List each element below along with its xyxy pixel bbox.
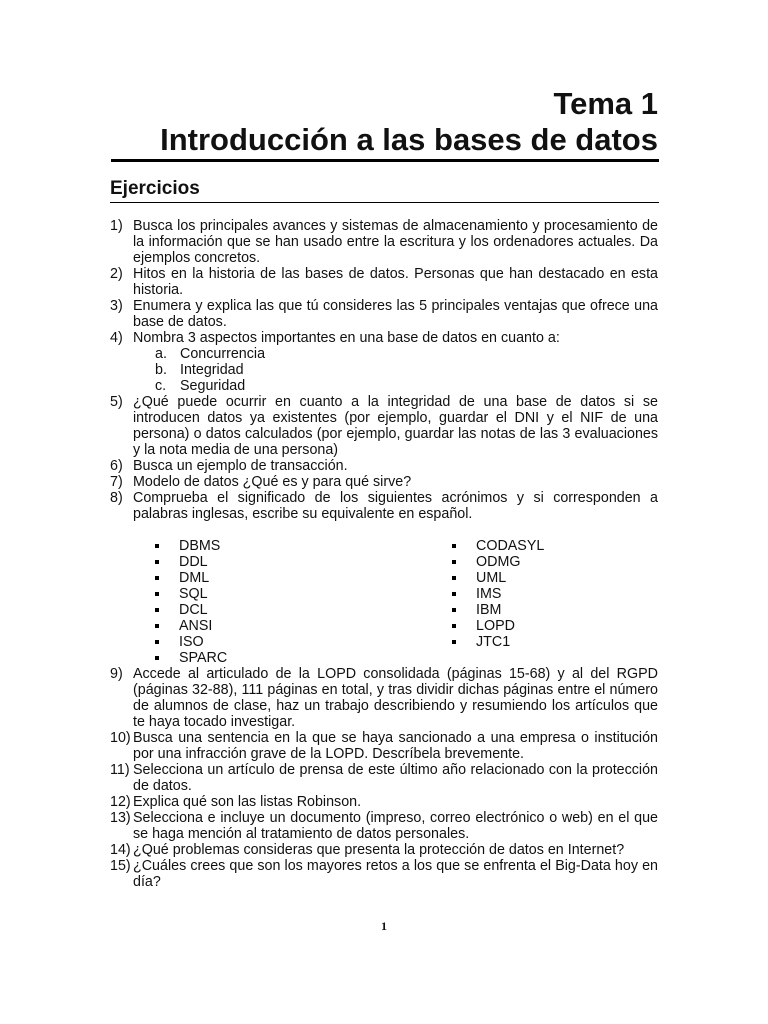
square-bullet-icon: [155, 624, 159, 628]
acronym-item: [155, 570, 452, 586]
exercise-number: 11): [110, 762, 130, 778]
aspect-item: [110, 362, 658, 378]
acronym-item: [452, 618, 544, 634]
section-divider: [110, 202, 659, 203]
square-bullet-icon: [155, 576, 159, 580]
acronym-text: JTC1: [476, 634, 511, 650]
exercise-number: 7): [110, 474, 123, 490]
exercise-item: [110, 298, 658, 330]
acronym-item: [452, 586, 544, 602]
exercise-item: [110, 762, 658, 794]
exercise-item: [110, 394, 658, 458]
acronym-lists: [110, 538, 658, 666]
exercise-number: 14): [110, 842, 131, 858]
aspect-letter: b.: [155, 362, 167, 378]
acronym-text: DBMS: [179, 538, 221, 554]
aspect-text: Concurrencia: [180, 346, 266, 362]
acronym-item: [452, 538, 544, 554]
exercise-text: Accede al articulado de la LOPD consolidada (páginas 15-68) y al del RGPD (páginas 32-88), 111 páginas en total, y tras dividir dichas páginas entre el número de alumnos de clase, haz un trabajo describiendo y resumiendo los artículos que te haya tocado investigar.: [133, 666, 658, 730]
exercise-text: Enumera y explica las que tú consideres las 5 principales ventajas que ofrece una base de datos.: [133, 298, 658, 330]
acronym-text: ODMG: [476, 554, 521, 570]
square-bullet-icon: [452, 560, 456, 564]
chapter-label: Tema 1: [553, 86, 658, 121]
exercise-number: 4): [110, 330, 123, 346]
square-bullet-icon: [155, 608, 159, 612]
exercise-number: 13): [110, 810, 131, 826]
acronym-text: ANSI: [179, 618, 213, 634]
acronym-item: [155, 618, 452, 634]
acronym-item: [155, 538, 452, 554]
exercise-text: Busca los principales avances y sistemas de almacenamiento y procesamiento de la información que se han usado entre la escritura y los ordenadores actuales. Da ejemplos concretos.: [133, 218, 658, 266]
acronym-item: [155, 554, 452, 570]
aspect-letter: c.: [155, 378, 167, 394]
exercise-text: Hitos en la historia de las bases de datos. Personas que han destacado en esta historia.: [133, 266, 658, 298]
square-bullet-icon: [452, 640, 456, 644]
acronym-item: [452, 570, 544, 586]
exercise-number: 10): [110, 730, 131, 746]
aspect-item: [110, 378, 658, 394]
exercise-item: [110, 730, 658, 762]
square-bullet-icon: [155, 640, 159, 644]
exercise-item: [110, 330, 658, 346]
acronym-list-right: [452, 538, 544, 666]
exercise-item: [110, 474, 658, 490]
exercise-number: 15): [110, 858, 131, 874]
acronym-item: [155, 634, 452, 650]
exercise-item: [110, 858, 658, 890]
acronym-item: [155, 602, 452, 618]
acronym-text: SQL: [179, 586, 208, 602]
square-bullet-icon: [452, 544, 456, 548]
exercise-list: [110, 218, 658, 890]
exercise-item: [110, 842, 658, 858]
acronym-text: CODASYL: [476, 538, 545, 554]
acronym-text: DDL: [179, 554, 208, 570]
exercise-text: Explica qué son las listas Robinson.: [133, 794, 362, 810]
exercise-text: Selecciona un artículo de prensa de este último año relacionado con la protección de datos.: [133, 762, 658, 794]
acronym-text: DML: [179, 570, 210, 586]
exercise-item: [110, 458, 658, 474]
title-divider: [111, 159, 659, 162]
exercise-item: [110, 490, 658, 522]
aspect-letter: a.: [155, 346, 167, 362]
exercise-item: [110, 794, 658, 810]
acronym-item: [452, 602, 544, 618]
page-number: 1: [381, 919, 387, 933]
acronym-text: UML: [476, 570, 507, 586]
acronym-item: [452, 634, 544, 650]
exercise-text: ¿Qué problemas consideras que presenta la protección de datos en Internet?: [133, 842, 625, 858]
exercise-number: 8): [110, 490, 123, 506]
exercise-text: Selecciona e incluye un documento (impreso, correo electrónico o web) en el que se haga mención al tratamiento de datos personales.: [133, 810, 658, 842]
acronym-item: [155, 650, 452, 666]
exercise-number: 1): [110, 218, 123, 234]
square-bullet-icon: [452, 576, 456, 580]
square-bullet-icon: [452, 592, 456, 596]
acronym-text: DCL: [179, 602, 208, 618]
exercise-item: [110, 266, 658, 298]
exercise-text: Modelo de datos ¿Qué es y para qué sirve?: [133, 474, 412, 490]
section-heading: Ejercicios: [110, 178, 200, 199]
spacer: [110, 522, 658, 538]
acronym-item: [155, 586, 452, 602]
square-bullet-icon: [452, 624, 456, 628]
page-title: Introducción a las bases de datos: [160, 122, 658, 157]
exercise-text: Comprueba el significado de los siguientes acrónimos y si corresponden a palabras inglesas, escribe su equivalente en español.: [133, 490, 658, 522]
aspect-text: Seguridad: [180, 378, 246, 394]
square-bullet-icon: [155, 656, 159, 660]
exercise-item: [110, 666, 658, 730]
acronym-text: SPARC: [179, 650, 228, 666]
acronym-text: IBM: [476, 602, 502, 618]
aspect-text: Integridad: [180, 362, 244, 378]
exercise-number: 12): [110, 794, 131, 810]
exercise-text: Nombra 3 aspectos importantes en una base de datos en cuanto a:: [133, 330, 560, 346]
square-bullet-icon: [155, 592, 159, 596]
exercise-item: [110, 810, 658, 842]
exercise-number: 3): [110, 298, 123, 314]
exercise-number: 9): [110, 666, 123, 682]
acronym-text: LOPD: [476, 618, 515, 634]
acronym-text: ISO: [179, 634, 204, 650]
acronym-item: [452, 554, 544, 570]
square-bullet-icon: [452, 608, 456, 612]
exercise-text: ¿Cuáles crees que son los mayores retos a los que se enfrenta el Big-Data hoy en día?: [133, 858, 658, 890]
aspect-item: [110, 346, 658, 362]
exercise-number: 6): [110, 458, 123, 474]
exercise-number: 2): [110, 266, 123, 282]
exercise-text: ¿Qué puede ocurrir en cuanto a la integridad de una base de datos si se introducen datos ya existentes (por ejemplo, guardar el DNI y el NIF de una persona) o datos calculados (por ejemplo, guardar las notas de las 3 evaluaciones y la nota media de una persona): [133, 394, 658, 458]
acronym-text: IMS: [476, 586, 502, 602]
acronym-list-left: [155, 538, 452, 666]
exercise-text: Busca un ejemplo de transacción.: [133, 458, 348, 474]
square-bullet-icon: [155, 544, 159, 548]
square-bullet-icon: [155, 560, 159, 564]
exercise-number: 5): [110, 394, 123, 410]
exercise-item: [110, 218, 658, 266]
exercise-text: Busca una sentencia en la que se haya sancionado a una empresa o institución por una infracción grave de la LOPD. Descríbela brevemente.: [133, 730, 658, 762]
